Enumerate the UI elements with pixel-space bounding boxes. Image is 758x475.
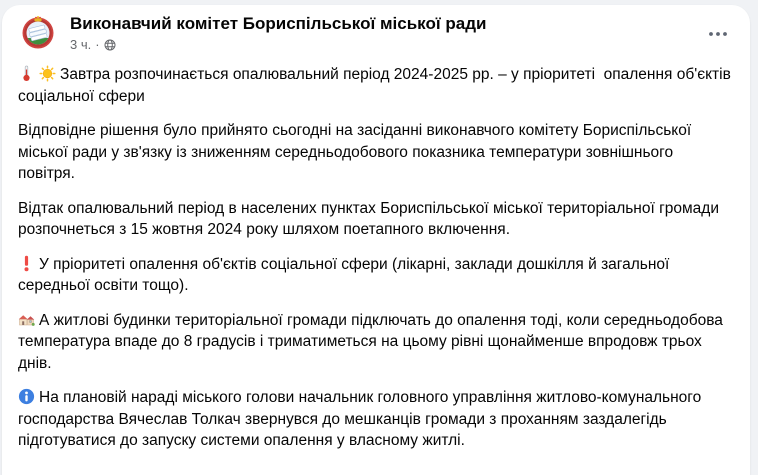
meta-separator: ·	[95, 37, 100, 52]
post-paragraph	[18, 254, 734, 297]
post-header	[2, 5, 750, 53]
post-text: Відповідне рішення було прийнято сьогодні на засіданні виконавчого комітету Бориспільської міської ради у зв'язку із зниженням середньодобового показника температури зовнішнього повітря.	[18, 122, 696, 182]
facebook-post-card	[2, 5, 750, 475]
post-paragraph	[18, 198, 734, 241]
ellipsis-icon	[708, 24, 728, 42]
post-text: Завтра розпочинається опалювальний період 2024-2025 рр. – у пріоритеті опалення об'єктів соціальної сфери	[18, 66, 736, 105]
red-exclamation-icon	[18, 255, 35, 272]
post-text: А житлові будинки територіальної громади підключать до опалення тоді, коли середньодобова температура впаде до 8 градусів і триматиметься на цьому рівні щонайменше впродовж трьох днів.	[18, 311, 728, 372]
houses-icon	[18, 311, 35, 328]
boryspil-coat-of-arms-icon	[18, 13, 58, 53]
post-content	[2, 53, 750, 452]
information-icon	[18, 388, 35, 405]
globe-icon	[104, 39, 116, 51]
page-avatar[interactable]	[18, 13, 58, 53]
post-paragraph	[18, 120, 734, 185]
post-text: На плановій нараді міського голови начальник головного управління житлово-комунального господарства Вячеслав Толкач звернувся до мешканців громади з проханням заздалегідь підготуватися до запуску системи опалення у власному житлі.	[18, 389, 706, 449]
sun-icon	[39, 65, 56, 82]
post-meta-row	[70, 37, 702, 53]
thermometer-icon	[18, 65, 35, 82]
post-text: Відтак опалювальний період в населених пунктах Бориспільської міської територіальної громади розпочнеться з 15 жовтня 2024 року шляхом поетапного включення.	[18, 199, 724, 238]
post-options-button[interactable]	[702, 17, 734, 49]
post-header-meta	[70, 13, 702, 53]
page-name-link[interactable]: Виконавчий комітет Бориспільської міської ради	[70, 14, 487, 33]
post-timestamp[interactable]: 3 ч.	[70, 37, 92, 52]
post-text: У пріоритеті опалення об'єктів соціальної сфери (лікарні, заклади дошкілля й загальної середньої освіти тощо).	[18, 255, 674, 294]
post-paragraph	[18, 310, 734, 375]
post-paragraph	[18, 64, 734, 107]
post-paragraph	[18, 387, 734, 452]
